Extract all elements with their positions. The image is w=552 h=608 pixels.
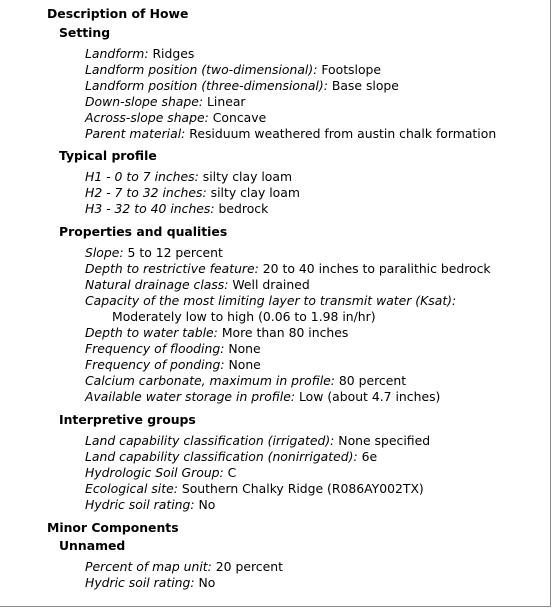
setting-row-across-slope-shape: [85, 110, 548, 126]
row-label: Land capability classification (irrigated):: [85, 433, 335, 448]
setting-list: [85, 46, 548, 142]
profile-row-h2: [85, 185, 548, 201]
setting-row-landform: [85, 46, 548, 62]
row-label: Slope:: [85, 245, 124, 260]
row-value: Moderately low to high (0.06 to 1.98 in/hr): [112, 309, 376, 324]
row-value: Low (about 4.7 inches): [298, 389, 441, 404]
row-label: Landform position (two-dimensional):: [85, 62, 318, 77]
row-label: Depth to restrictive feature:: [85, 261, 259, 276]
property-row-ksat-value: [85, 309, 548, 325]
row-value: Concave: [212, 110, 267, 125]
property-row-water-table: [85, 325, 548, 341]
row-label: Ecological site:: [85, 481, 178, 496]
row-label: Percent of map unit:: [85, 559, 212, 574]
interp-row-hydrologic-group: [85, 465, 548, 481]
properties-list: [85, 245, 548, 405]
row-value: Southern Chalky Ridge (R086AY002TX): [181, 481, 424, 496]
profile-row-h3: [85, 201, 548, 217]
interpretive-list: [85, 433, 548, 513]
row-value: No: [198, 497, 216, 512]
row-value: C: [227, 465, 237, 480]
row-value: Footslope: [321, 62, 382, 77]
row-value: None: [228, 341, 261, 356]
row-label: Hydric soil rating:: [85, 497, 195, 512]
property-row-drainage-class: [85, 277, 548, 293]
row-value: bedrock: [218, 201, 269, 216]
row-value: Residuum weathered from austin chalk formation: [189, 126, 497, 141]
section-heading-setting: Setting: [59, 25, 111, 40]
row-label: Land capability classification (nonirrigated):: [85, 449, 358, 464]
row-label: Natural drainage class:: [85, 277, 229, 292]
row-value: 6e: [361, 449, 378, 464]
row-label: Capacity of the most limiting layer to transmit water (Ksat):: [85, 293, 457, 308]
row-value: 20 percent: [215, 559, 283, 574]
section-heading-minor-components: Minor Components: [47, 520, 179, 535]
row-value: More than 80 inches: [221, 325, 349, 340]
section-heading-typical-profile: Typical profile: [59, 148, 157, 163]
row-value: Linear: [207, 94, 246, 109]
row-label: Depth to water table:: [85, 325, 218, 340]
interp-row-lcc-nonirrigated: [85, 449, 548, 465]
profile-row-h1: [85, 169, 548, 185]
row-label: Across-slope shape:: [85, 110, 209, 125]
row-value: 5 to 12 percent: [127, 245, 223, 260]
interp-row-lcc-irrigated: [85, 433, 548, 449]
row-label: H3 - 32 to 40 inches:: [85, 201, 215, 216]
row-value: No: [198, 575, 216, 590]
section-heading-unnamed: Unnamed: [59, 538, 126, 553]
page-title: Description of Howe: [47, 6, 189, 21]
section-heading-interpretive: Interpretive groups: [59, 412, 196, 427]
row-label: Parent material:: [85, 126, 186, 141]
row-value: silty clay loam: [202, 169, 293, 184]
row-value: 20 to 40 inches to paralithic bedrock: [262, 261, 491, 276]
row-label: Landform position (three-dimensional):: [85, 78, 328, 93]
row-label: Calcium carbonate, maximum in profile:: [85, 373, 335, 388]
property-row-calcium-carbonate: [85, 373, 548, 389]
row-label: H2 - 7 to 32 inches:: [85, 185, 207, 200]
row-label: Frequency of ponding:: [85, 357, 225, 372]
soil-description: [47, 6, 548, 591]
row-label: Landform:: [85, 46, 149, 61]
row-label: Hydrologic Soil Group:: [85, 465, 224, 480]
typical-profile-list: [85, 169, 548, 217]
interp-row-hydric-rating: [85, 497, 548, 513]
row-label: H1 - 0 to 7 inches:: [85, 169, 199, 184]
minor-row-percent: [85, 559, 548, 575]
property-row-ponding: [85, 357, 548, 373]
property-row-ksat-label: [85, 293, 548, 309]
row-value: Well drained: [232, 277, 310, 292]
interp-row-ecological-site: [85, 481, 548, 497]
row-label: Down-slope shape:: [85, 94, 204, 109]
unnamed-list: [85, 559, 548, 591]
row-value: None specified: [338, 433, 431, 448]
row-value: 80 percent: [338, 373, 407, 388]
setting-row-landform-position-3d: [85, 78, 548, 94]
row-value: Ridges: [152, 46, 195, 61]
setting-row-parent-material: [85, 126, 548, 142]
section-heading-properties: Properties and qualities: [59, 224, 228, 239]
row-label: Hydric soil rating:: [85, 575, 195, 590]
property-row-water-storage: [85, 389, 548, 405]
setting-row-down-slope-shape: [85, 94, 548, 110]
row-label: Frequency of flooding:: [85, 341, 225, 356]
row-value: None: [228, 357, 261, 372]
row-value: silty clay loam: [210, 185, 300, 200]
property-row-depth-restrictive: [85, 261, 548, 277]
property-row-slope: [85, 245, 548, 261]
property-row-flooding: [85, 341, 548, 357]
minor-row-hydric-rating: [85, 575, 548, 591]
row-value: Base slope: [331, 78, 399, 93]
setting-row-landform-position-2d: [85, 62, 548, 78]
row-label: Available water storage in profile:: [85, 389, 296, 404]
